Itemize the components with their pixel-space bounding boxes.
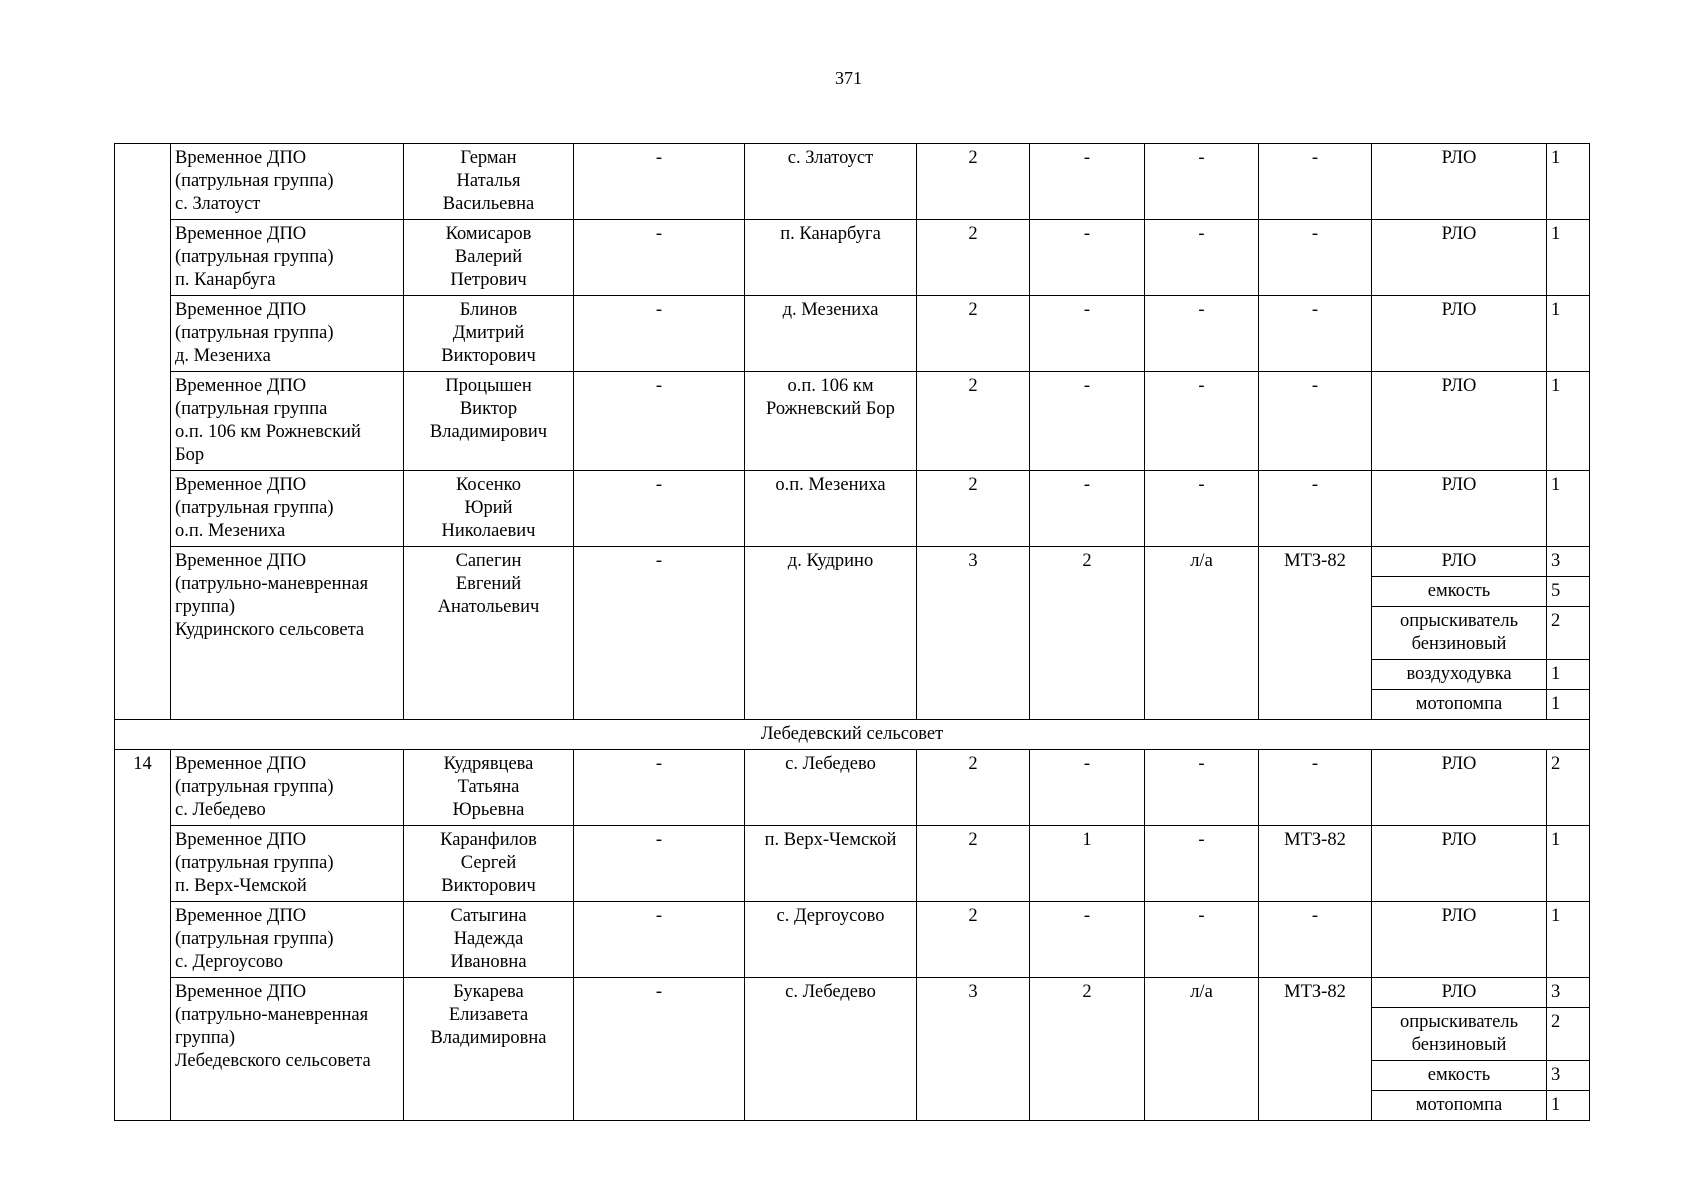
unit-name-cell: Временное ДПО (патрульная группа) с. Лебедево bbox=[171, 750, 404, 826]
vehicle-count-cell: 1 bbox=[1030, 826, 1145, 902]
vehicle-count-cell: - bbox=[1030, 372, 1145, 471]
vehicle-count-cell: - bbox=[1030, 296, 1145, 372]
tractor-cell: - bbox=[1259, 750, 1372, 826]
vehicle-count-cell: - bbox=[1030, 471, 1145, 547]
equipment-name-cell: воздуходувка bbox=[1372, 660, 1547, 690]
unit-name-cell: Временное ДПО (патрульная группа) с. Златоуст bbox=[171, 144, 404, 220]
location-cell: о.п. 106 км Рожневский Бор bbox=[745, 372, 917, 471]
responsible-person-cell: Процышен Виктор Владимирович bbox=[404, 372, 574, 471]
responsible-person-cell: Косенко Юрий Николаевич bbox=[404, 471, 574, 547]
table-row bbox=[115, 547, 1590, 577]
vehicle-type-cell: - bbox=[1145, 144, 1259, 220]
equipment-name-cell: РЛО bbox=[1372, 372, 1547, 471]
responsible-person-cell: Букарева Елизавета Владимировна bbox=[404, 978, 574, 1121]
equipment-count-cell: 5 bbox=[1547, 577, 1590, 607]
staff-count-cell: 2 bbox=[917, 296, 1030, 372]
responsible-person-cell: Кудрявцева Татьяна Юрьевна bbox=[404, 750, 574, 826]
equipment-count-cell: 1 bbox=[1547, 1091, 1590, 1121]
section-row bbox=[115, 720, 1590, 750]
vehicle-type-cell: - bbox=[1145, 826, 1259, 902]
responsible-person-cell: Каранфилов Сергей Викторович bbox=[404, 826, 574, 902]
vehicle-count-cell: 2 bbox=[1030, 547, 1145, 720]
table-row bbox=[115, 978, 1590, 1008]
equipment-count-cell: 1 bbox=[1547, 690, 1590, 720]
table-row bbox=[115, 471, 1590, 547]
equipment-count-cell: 2 bbox=[1547, 750, 1590, 826]
dash-cell: - bbox=[574, 826, 745, 902]
staff-count-cell: 2 bbox=[917, 902, 1030, 978]
tractor-cell: - bbox=[1259, 296, 1372, 372]
equipment-name-cell: опрыскиватель бензиновый bbox=[1372, 607, 1547, 660]
equipment-count-cell: 1 bbox=[1547, 296, 1590, 372]
vehicle-count-cell: - bbox=[1030, 902, 1145, 978]
staff-count-cell: 2 bbox=[917, 372, 1030, 471]
vehicle-count-cell: - bbox=[1030, 750, 1145, 826]
staff-count-cell: 2 bbox=[917, 826, 1030, 902]
dash-cell: - bbox=[574, 372, 745, 471]
vehicle-type-cell: - bbox=[1145, 296, 1259, 372]
tractor-cell: МТЗ-82 bbox=[1259, 978, 1372, 1121]
tractor-cell: - bbox=[1259, 220, 1372, 296]
equipment-name-cell: РЛО bbox=[1372, 978, 1547, 1008]
table-row bbox=[115, 144, 1590, 220]
equipment-count-cell: 1 bbox=[1547, 144, 1590, 220]
staff-count-cell: 2 bbox=[917, 471, 1030, 547]
unit-name-cell: Временное ДПО (патрульно-маневренная группа) Лебедевского сельсовета bbox=[171, 978, 404, 1121]
equipment-name-cell: РЛО bbox=[1372, 220, 1547, 296]
group2-number-cell: 14 bbox=[115, 750, 171, 1121]
unit-name-cell: Временное ДПО (патрульная группа) п. Канарбуга bbox=[171, 220, 404, 296]
equipment-count-cell: 2 bbox=[1547, 607, 1590, 660]
equipment-name-cell: РЛО bbox=[1372, 471, 1547, 547]
vehicle-type-cell: - bbox=[1145, 471, 1259, 547]
equipment-count-cell: 1 bbox=[1547, 826, 1590, 902]
equipment-count-cell: 1 bbox=[1547, 220, 1590, 296]
equipment-name-cell: мотопомпа bbox=[1372, 1091, 1547, 1121]
group1-number-cell bbox=[115, 144, 171, 720]
location-cell: с. Златоуст bbox=[745, 144, 917, 220]
tractor-cell: - bbox=[1259, 144, 1372, 220]
vehicle-type-cell: - bbox=[1145, 220, 1259, 296]
location-cell: п. Верх-Чемской bbox=[745, 826, 917, 902]
equipment-name-cell: РЛО bbox=[1372, 902, 1547, 978]
vehicle-type-cell: л/а bbox=[1145, 978, 1259, 1121]
equipment-name-cell: РЛО bbox=[1372, 547, 1547, 577]
responsible-person-cell: Сапегин Евгений Анатольевич bbox=[404, 547, 574, 720]
staff-count-cell: 2 bbox=[917, 750, 1030, 826]
responsible-person-cell: Герман Наталья Васильевна bbox=[404, 144, 574, 220]
responsible-person-cell: Комисаров Валерий Петрович bbox=[404, 220, 574, 296]
tractor-cell: - bbox=[1259, 372, 1372, 471]
tractor-cell: МТЗ-82 bbox=[1259, 547, 1372, 720]
unit-name-cell: Временное ДПО (патрульная группа) д. Мезениха bbox=[171, 296, 404, 372]
dash-cell: - bbox=[574, 750, 745, 826]
vehicle-type-cell: л/а bbox=[1145, 547, 1259, 720]
equipment-count-cell: 1 bbox=[1547, 372, 1590, 471]
dash-cell: - bbox=[574, 471, 745, 547]
table-row bbox=[115, 902, 1590, 978]
table-row bbox=[115, 372, 1590, 471]
location-cell: п. Канарбуга bbox=[745, 220, 917, 296]
unit-name-cell: Временное ДПО (патрульная группа о.п. 106 км Рожневский Бор bbox=[171, 372, 404, 471]
fire-units-table bbox=[114, 143, 1590, 1121]
unit-name-cell: Временное ДПО (патрульная группа) с. Дергоусово bbox=[171, 902, 404, 978]
table-row bbox=[115, 220, 1590, 296]
vehicle-count-cell: 2 bbox=[1030, 978, 1145, 1121]
tractor-cell: - bbox=[1259, 902, 1372, 978]
vehicle-type-cell: - bbox=[1145, 902, 1259, 978]
equipment-count-cell: 1 bbox=[1547, 902, 1590, 978]
table-row bbox=[115, 750, 1590, 826]
unit-name-cell: Временное ДПО (патрульная группа) п. Верх-Чемской bbox=[171, 826, 404, 902]
equipment-name-cell: мотопомпа bbox=[1372, 690, 1547, 720]
vehicle-count-cell: - bbox=[1030, 144, 1145, 220]
equipment-count-cell: 1 bbox=[1547, 471, 1590, 547]
equipment-name-cell: емкость bbox=[1372, 577, 1547, 607]
dash-cell: - bbox=[574, 547, 745, 720]
equipment-name-cell: опрыскиватель бензиновый bbox=[1372, 1008, 1547, 1061]
equipment-name-cell: РЛО bbox=[1372, 296, 1547, 372]
location-cell: с. Лебедево bbox=[745, 978, 917, 1121]
table-row bbox=[115, 296, 1590, 372]
location-cell: с. Лебедево bbox=[745, 750, 917, 826]
tractor-cell: МТЗ-82 bbox=[1259, 826, 1372, 902]
equipment-count-cell: 3 bbox=[1547, 547, 1590, 577]
equipment-count-cell: 1 bbox=[1547, 660, 1590, 690]
dash-cell: - bbox=[574, 220, 745, 296]
unit-name-cell: Временное ДПО (патрульно-маневренная группа) Кудринского сельсовета bbox=[171, 547, 404, 720]
page-number: 371 bbox=[835, 68, 862, 88]
equipment-count-cell: 3 bbox=[1547, 978, 1590, 1008]
unit-name-cell: Временное ДПО (патрульная группа) о.п. Мезениха bbox=[171, 471, 404, 547]
staff-count-cell: 2 bbox=[917, 220, 1030, 296]
location-cell: о.п. Мезениха bbox=[745, 471, 917, 547]
vehicle-type-cell: - bbox=[1145, 372, 1259, 471]
responsible-person-cell: Сатыгина Надежда Ивановна bbox=[404, 902, 574, 978]
equipment-name-cell: емкость bbox=[1372, 1061, 1547, 1091]
equipment-name-cell: РЛО bbox=[1372, 750, 1547, 826]
vehicle-count-cell: - bbox=[1030, 220, 1145, 296]
responsible-person-cell: Блинов Дмитрий Викторович bbox=[404, 296, 574, 372]
dash-cell: - bbox=[574, 296, 745, 372]
staff-count-cell: 2 bbox=[917, 144, 1030, 220]
location-cell: д. Мезениха bbox=[745, 296, 917, 372]
table-row bbox=[115, 826, 1590, 902]
vehicle-type-cell: - bbox=[1145, 750, 1259, 826]
staff-count-cell: 3 bbox=[917, 547, 1030, 720]
dash-cell: - bbox=[574, 144, 745, 220]
location-cell: д. Кудрино bbox=[745, 547, 917, 720]
equipment-count-cell: 2 bbox=[1547, 1008, 1590, 1061]
equipment-name-cell: РЛО bbox=[1372, 144, 1547, 220]
tractor-cell: - bbox=[1259, 471, 1372, 547]
location-cell: с. Дергоусово bbox=[745, 902, 917, 978]
staff-count-cell: 3 bbox=[917, 978, 1030, 1121]
equipment-name-cell: РЛО bbox=[1372, 826, 1547, 902]
dash-cell: - bbox=[574, 902, 745, 978]
section-title: Лебедевский сельсовет bbox=[115, 720, 1590, 750]
dash-cell: - bbox=[574, 978, 745, 1121]
equipment-count-cell: 3 bbox=[1547, 1061, 1590, 1091]
